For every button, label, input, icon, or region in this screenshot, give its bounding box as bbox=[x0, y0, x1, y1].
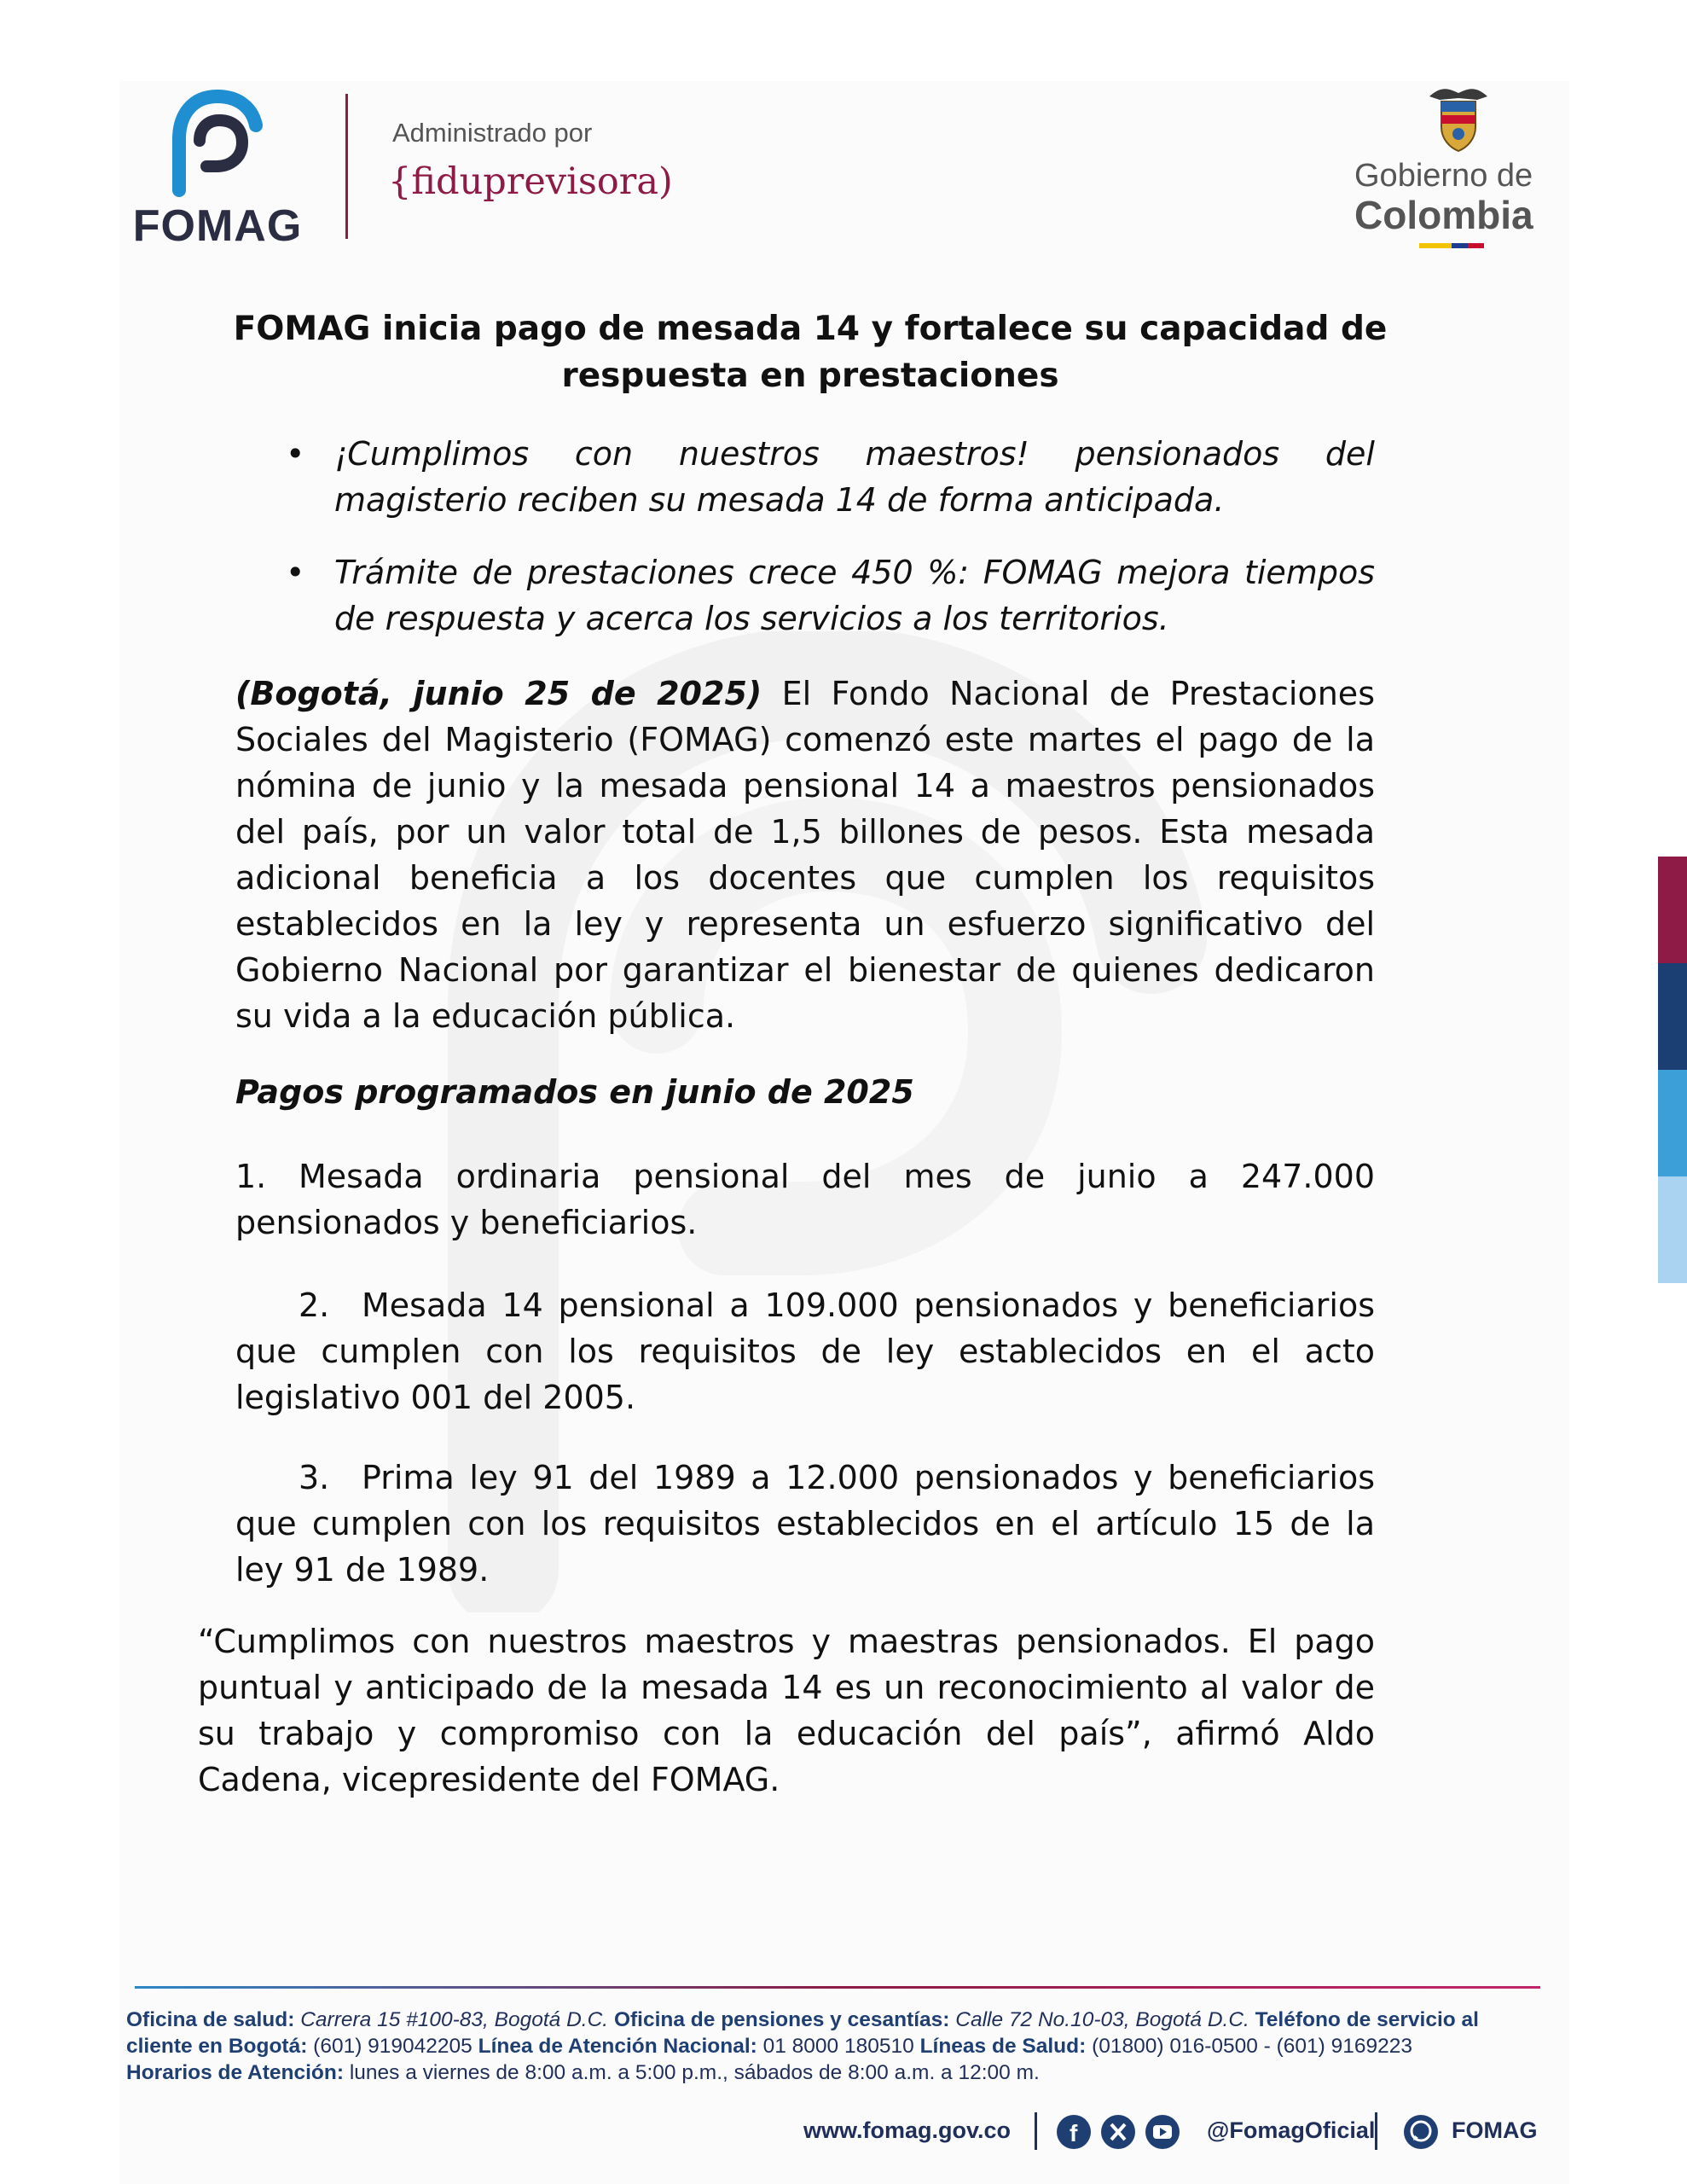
hours-label: Horarios de Atención: bbox=[126, 2061, 345, 2084]
highlight-text: ¡Cumplimos con nuestros maestros! pensionados del magisterio reciben su mesada 14 de forma anticipada. bbox=[334, 435, 1375, 519]
youtube-icon[interactable] bbox=[1145, 2114, 1180, 2150]
footer-rule bbox=[135, 1986, 1540, 1989]
national-line-value: 01 8000 180510 bbox=[762, 2035, 914, 2058]
side-tab-light-blue bbox=[1658, 1176, 1687, 1283]
side-tab-navy bbox=[1658, 963, 1687, 1070]
section-heading: Pagos programados en junio de 2025 bbox=[235, 1073, 914, 1111]
health-office-label: Oficina de salud: bbox=[126, 2008, 295, 2031]
side-tab-wine bbox=[1658, 857, 1687, 963]
header-divider bbox=[345, 94, 348, 239]
dateline: (Bogotá, junio 25 de 2025) bbox=[235, 675, 762, 712]
fomag-logo-icon bbox=[171, 90, 264, 200]
coat-of-arms-icon bbox=[1421, 81, 1496, 156]
side-tab-blue bbox=[1658, 1070, 1687, 1176]
payment-item bbox=[235, 1153, 1375, 1246]
side-color-tabs bbox=[1658, 857, 1687, 1283]
payment-item bbox=[235, 1282, 1375, 1420]
social-handle[interactable]: @FomagOficial bbox=[1207, 2117, 1376, 2143]
colombia-flag-stripe bbox=[1419, 243, 1484, 248]
whatsapp-label[interactable]: FOMAG bbox=[1452, 2117, 1538, 2143]
gov-logo-line2: Colombia bbox=[1354, 193, 1533, 237]
x-icon[interactable] bbox=[1100, 2114, 1136, 2150]
item-number: 2. bbox=[299, 1287, 330, 1324]
item-number: 1. bbox=[235, 1158, 267, 1195]
fomag-wordmark-text: FOMAG bbox=[132, 201, 303, 251]
contact-info bbox=[126, 2007, 1546, 2086]
item-text: Mesada ordinaria pensional del mes de junio a 247.000 pensionados y beneficiarios. bbox=[235, 1158, 1375, 1241]
footer-separator bbox=[1375, 2112, 1377, 2150]
lead-text: El Fondo Nacional de Prestaciones Sociales del Magisterio (FOMAG) comenzó este martes el pago de la nómina de junio y la mesada pensional 14 a maestros pensionados del país, por un valor total de 1,5 billones de pesos. Esta mesada adicional beneficia a los docentes que cumplen los requisitos establecidos en la ley y representa un esfuerzo significativo del Gobierno Nacional por garantizar el bienestar de quienes dedicaron su vida a la educación pública. bbox=[235, 675, 1375, 1035]
gobierno-de-colombia-logo bbox=[1348, 81, 1569, 260]
item-number: 3. bbox=[299, 1459, 330, 1496]
payment-item bbox=[235, 1455, 1375, 1593]
national-line-label: Línea de Atención Nacional: bbox=[478, 2035, 757, 2058]
highlight-item bbox=[281, 431, 1375, 523]
bullet-icon: • bbox=[286, 435, 305, 473]
item-text: Prima ley 91 del 1989 a 12.000 pensionados y beneficiarios que cumplen con los requisitos establecidos en el artículo 15 de la ley 91 de 1989. bbox=[235, 1459, 1375, 1589]
phone-value: (601) 919042205 bbox=[313, 2035, 472, 2058]
administered-by-label: Administrado por bbox=[392, 118, 593, 148]
fomag-logo bbox=[119, 90, 316, 252]
item-text: Mesada 14 pensional a 109.000 pensionados y beneficiarios que cumplen con los requisitos de ley establecidos en el acto legislativo 001 del 2005. bbox=[235, 1287, 1375, 1416]
svg-text:f: f bbox=[1070, 2120, 1078, 2146]
whatsapp-icon[interactable] bbox=[1403, 2114, 1439, 2150]
press-release-title: FOMAG inicia pago de mesada 14 y fortalece su capacidad de respuesta en prestaciones bbox=[233, 310, 1388, 395]
quote-paragraph: “Cumplimos con nuestros maestros y maestras pensionados. El pago puntual y anticipado de la mesada 14 es un reconocimiento al valor de su trabajo y compromiso con la educación del país”, afirmó Aldo Cadena, vicepresidente del FOMAG. bbox=[198, 1623, 1375, 1798]
highlights-list bbox=[281, 431, 1375, 668]
website-link[interactable]: www.fomag.gov.co bbox=[803, 2117, 1012, 2143]
hours-value: lunes a viernes de 8:00 a.m. a 5:00 p.m., sábados de 8:00 a.m. a 12:00 m. bbox=[349, 2061, 1040, 2084]
health-lines-value: (01800) 016-0500 - (601) 9169223 bbox=[1092, 2035, 1413, 2058]
fomag-wordmark bbox=[119, 200, 316, 252]
bullet-icon: • bbox=[286, 554, 305, 591]
health-office-address: Carrera 15 #100-83, Bogotá D.C. bbox=[300, 2008, 609, 2031]
fiduprevisora-logo: {fiduprevisora) bbox=[388, 160, 673, 203]
gov-logo-line1: Gobierno de bbox=[1354, 158, 1533, 194]
highlight-item bbox=[281, 549, 1375, 642]
lead-paragraph bbox=[235, 671, 1375, 1039]
facebook-icon[interactable] bbox=[1056, 2114, 1092, 2150]
pensions-office-address: Calle 72 No.10-03, Bogotá D.C. bbox=[955, 2008, 1249, 2031]
phone-label: Teléfono de servicio al cliente en Bogotá: bbox=[126, 2008, 1479, 2058]
pensions-office-label: Oficina de pensiones y cesantías: bbox=[613, 2008, 950, 2031]
health-lines-label: Líneas de Salud: bbox=[919, 2035, 1087, 2058]
social-bar bbox=[802, 2107, 1544, 2155]
footer-separator bbox=[1035, 2112, 1037, 2150]
highlight-text: Trámite de prestaciones crece 450 %: FOMAG mejora tiempos de respuesta y acerca los servicios a los territorios. bbox=[334, 554, 1375, 637]
